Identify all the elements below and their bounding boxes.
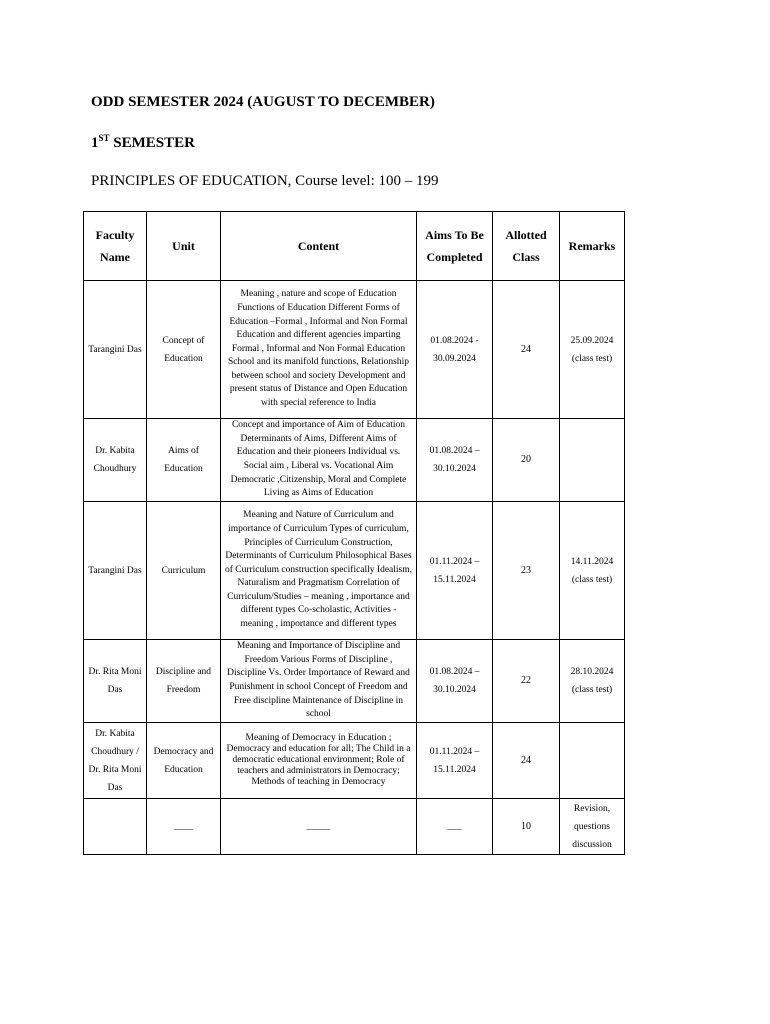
cell-allotted: 23 — [493, 502, 560, 640]
table-row — [84, 723, 625, 799]
cell-faculty: Dr. Rita Moni Das — [84, 640, 147, 723]
cell-aims: 01.11.2024 – 15.11.2024 — [417, 502, 493, 640]
semester-number-heading: 1ST SEMESTER — [91, 133, 195, 151]
cell-allotted: 22 — [493, 640, 560, 723]
cell-aims: 01.08.2024 – 30.10.2024 — [417, 640, 493, 723]
cell-content: Meaning , nature and scope of Education Functions of Education Different Forms of Education –Formal , Informal and Non Formal Education and different agencies imparting Formal , Informal and Non Formal Education School and its manifold functions, Relationship between school and society Development and present status of Distance and Open Education with special reference to India — [221, 281, 417, 419]
table-row — [84, 502, 625, 640]
cell-remarks: 28.10.2024 (class test) — [560, 640, 625, 723]
cell-unit: ____ — [147, 799, 221, 855]
cell-faculty: Dr. Kabita Choudhury — [84, 419, 147, 502]
table-row — [84, 640, 625, 723]
cell-aims: ___ — [417, 799, 493, 855]
cell-unit: Democracy and Education — [147, 723, 221, 799]
header-allotted: Allotted Class — [493, 212, 560, 281]
cell-faculty — [84, 799, 147, 855]
cell-content: _____ — [221, 799, 417, 855]
course-line: PRINCIPLES OF EDUCATION, Course level: 100 – 199 — [91, 173, 439, 189]
cell-content: Meaning of Democracy in Education ; Democracy and education for all; The Child in a democratic educational environment; Role of teachers and administrators in Democracy; Methods of teaching in Democracy — [221, 723, 417, 799]
cell-aims: 01.08.2024 - 30.09.2024 — [417, 281, 493, 419]
cell-unit: Concept of Education — [147, 281, 221, 419]
cell-allotted: 10 — [493, 799, 560, 855]
cell-unit: Aims of Education — [147, 419, 221, 502]
cell-allotted: 20 — [493, 419, 560, 502]
cell-remarks: 25.09.2024 (class test) — [560, 281, 625, 419]
table-header-row — [84, 212, 625, 281]
header-unit: Unit — [147, 212, 221, 281]
header-faculty: Faculty Name — [84, 212, 147, 281]
header-content: Content — [221, 212, 417, 281]
cell-remarks — [560, 419, 625, 502]
semester-title: ODD SEMESTER 2024 (AUGUST TO DECEMBER) — [91, 94, 435, 110]
cell-faculty: Tarangini Das — [84, 502, 147, 640]
cell-content: Meaning and Nature of Curriculum and importance of Curriculum Types of curriculum, Principles of Curriculum Construction, Determinants of Curriculum Philosophical Bases of Curriculum construction specifically Idealism, Naturalism and Pragmatism Correlation of Curriculum/Studies – meaning , importance and different types Co-scholastic, Activities - meaning , importance and different types — [221, 502, 417, 640]
header-aims: Aims To Be Completed — [417, 212, 493, 281]
cell-content: Meaning and Importance of Discipline and Freedom Various Forms of Discipline , Discipline Vs. Order Importance of Reward and Punishment in school Concept of Freedom and Free discipline Maintenance of Discipline in school — [221, 640, 417, 723]
cell-faculty: Tarangini Das — [84, 281, 147, 419]
table-row — [84, 799, 625, 855]
syllabus-table — [83, 211, 625, 855]
table-row — [84, 419, 625, 502]
cell-remarks: Revision, questions discussion — [560, 799, 625, 855]
table-row — [84, 281, 625, 419]
cell-unit: Curriculum — [147, 502, 221, 640]
cell-aims: 01.08.2024 – 30.10.2024 — [417, 419, 493, 502]
cell-unit: Discipline and Freedom — [147, 640, 221, 723]
cell-faculty: Dr. Kabita Choudhury / Dr. Rita Moni Das — [84, 723, 147, 799]
header-remarks: Remarks — [560, 212, 625, 281]
cell-allotted: 24 — [493, 281, 560, 419]
cell-aims: 01.11.2024 – 15.11.2024 — [417, 723, 493, 799]
cell-remarks — [560, 723, 625, 799]
cell-allotted: 24 — [493, 723, 560, 799]
cell-content: Concept and importance of Aim of Education Determinants of Aims, Different Aims of Education and their pioneers Individual vs. Social aim , Liberal vs. Vocational Aim Democratic ,Citizenship, Moral and Complete Living as Aims of Education — [221, 419, 417, 502]
cell-remarks: 14.11.2024 (class test) — [560, 502, 625, 640]
